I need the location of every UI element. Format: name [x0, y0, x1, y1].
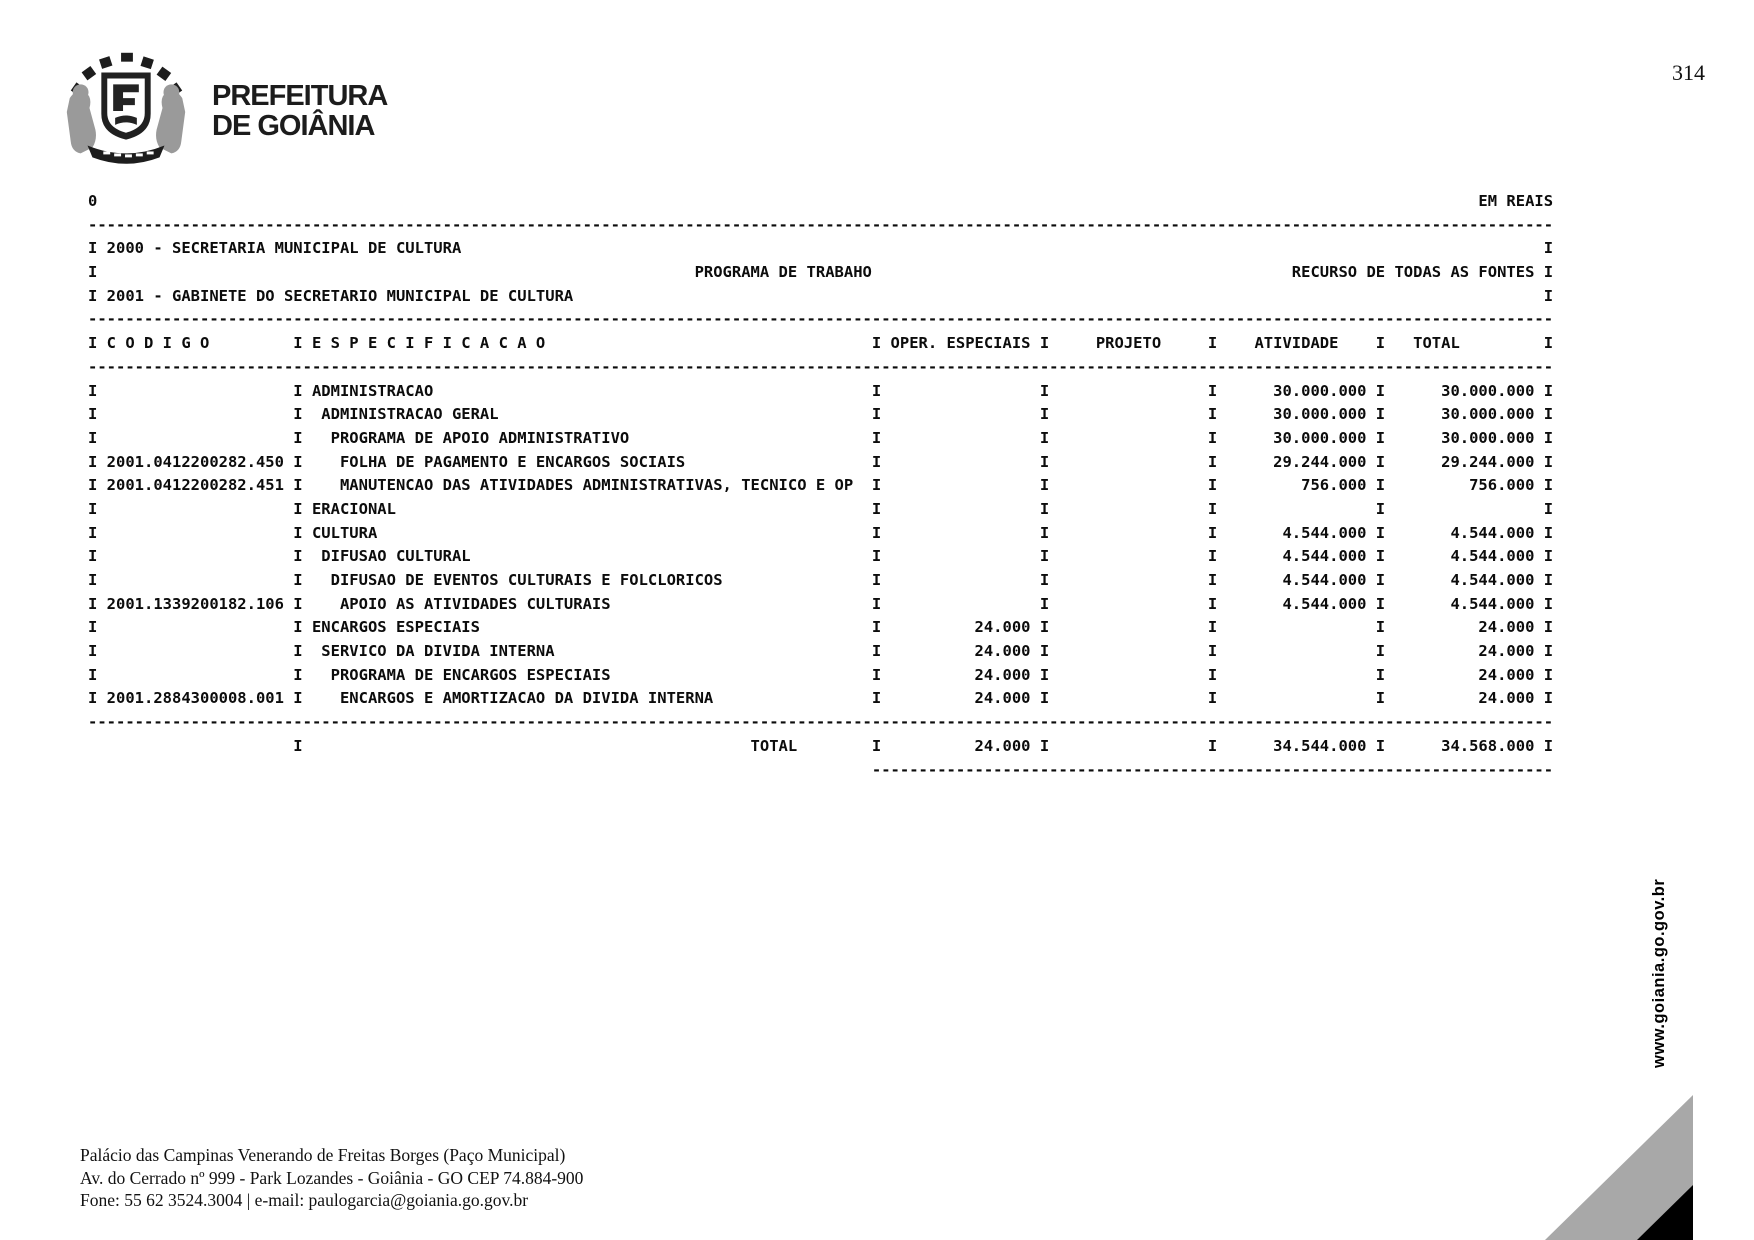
logo-wordmark	[212, 81, 387, 141]
logo-line2: DE GOIÂNIA	[212, 110, 375, 142]
rule-line: -------------------------------------------------------------------------	[88, 760, 1554, 779]
meta-line: 0 EM REAIS	[88, 192, 1554, 210]
org-line: I 2000 - SECRETARIA MUNICIPAL DE CULTURA I	[88, 239, 1554, 258]
rule-line: -------------------------------------------------------------------------------------------------------------------------------------------------------------	[88, 357, 1554, 376]
footer-line2: Av. do Cerrado nº 999 - Park Lozandes - Goiânia - GO CEP 74.884-900	[80, 1167, 584, 1188]
rule-line: -------------------------------------------------------------------------------------------------------------------------------------------------------------	[88, 215, 1554, 234]
table-row: I 2001.0412200282.450 I FOLHA DE PAGAMENTO E ENCARGOS SOCIAIS I I I 29.244.000 I 29.244.000 I	[88, 452, 1554, 471]
header-row: I C O D I G O I E S P E C I F I C A C A O I OPER. ESPECIAIS I PROJETO I ATIVIDADE I TOTAL I	[88, 334, 1554, 353]
table-row: I 2001.1339200182.106 I APOIO AS ATIVIDADES CULTURAIS I I I 4.544.000 I 4.544.000 I	[88, 594, 1554, 613]
table-row: I I ERACIONAL I I I I I	[88, 499, 1554, 518]
footer-line1: Palácio das Campinas Venerando de Freitas Borges (Paço Municipal)	[80, 1145, 566, 1165]
table-row: I I SERVICO DA DIVIDA INTERNA I 24.000 I I I 24.000 I	[88, 642, 1554, 661]
logo-line1: PREFEITURA	[212, 80, 388, 112]
report	[88, 190, 1553, 782]
table-row: I 2001.2884300008.001 I ENCARGOS E AMORTIZACAO DA DIVIDA INTERNA I 24.000 I I I 24.000 I	[88, 689, 1554, 708]
footer-line3: Fone: 55 62 3524.3004 | e-mail: paulogarcia@goiania.go.gov.br	[80, 1190, 529, 1210]
website-vertical-text: www.goiania.go.gov.br	[1650, 878, 1668, 1068]
table-row: I I CULTURA I I I 4.544.000 I 4.544.000 I	[88, 523, 1554, 542]
page-number: 314	[1672, 60, 1705, 85]
rule-line: -------------------------------------------------------------------------------------------------------------------------------------------------------------	[88, 310, 1554, 329]
title-line: I PROGRAMA DE TRABAHO RECURSO DE TODAS AS FONTES I	[88, 263, 1554, 282]
table-row: I I DIFUSAO DE EVENTOS CULTURAIS E FOLCLORICOS I I I 4.544.000 I 4.544.000 I	[88, 571, 1554, 589]
total-row: I TOTAL I 24.000 I I 34.544.000 I 34.568.000 I	[88, 736, 1554, 755]
table-row: I I ADMINISTRACAO GERAL I I I 30.000.000 I 30.000.000 I	[88, 405, 1554, 424]
table-row: I I DIFUSAO CULTURAL I I I 4.544.000 I 4.544.000 I	[88, 547, 1554, 566]
table-row: I I PROGRAMA DE ENCARGOS ESPECIAIS I 24.000 I I I 24.000 I	[88, 665, 1554, 684]
header-logo	[52, 50, 387, 172]
table-row: I I PROGRAMA DE APOIO ADMINISTRATIVO I I I 30.000.000 I 30.000.000 I	[88, 428, 1554, 447]
table-row: I 2001.0412200282.451 I MANUTENCAO DAS ATIVIDADES ADMINISTRATIVAS, TECNICO E OP I I I 756.000 I 756.000 I	[88, 476, 1554, 495]
footer-address	[80, 1144, 583, 1212]
table-row: I I ENCARGOS ESPECIAIS I 24.000 I I I 24.000 I	[88, 618, 1554, 637]
unit-line: I 2001 - GABINETE DO SECRETARIO MUNICIPAL DE CULTURA I	[88, 286, 1554, 305]
table-row: I I ADMINISTRACAO I I I 30.000.000 I 30.000.000 I	[88, 381, 1554, 400]
rule-line: -------------------------------------------------------------------------------------------------------------------------------------------------------------	[88, 713, 1554, 732]
coat-of-arms-logo	[52, 50, 200, 172]
